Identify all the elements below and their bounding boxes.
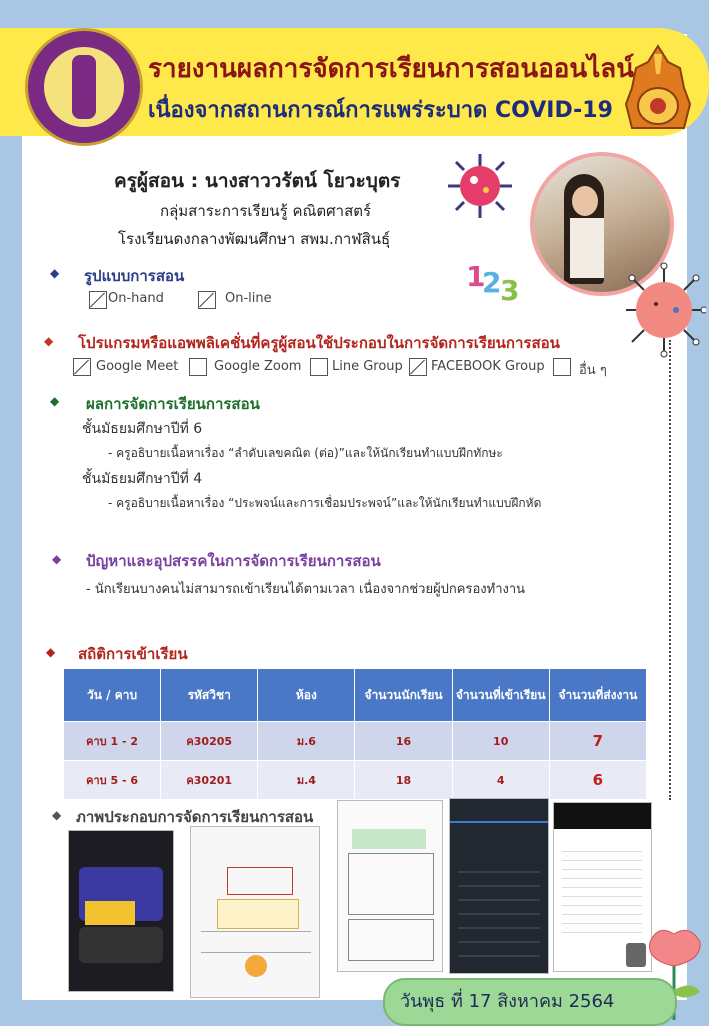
checkbox-google-meet[interactable]: [73, 358, 91, 376]
table-cell: 16: [355, 722, 452, 761]
column-header: จำนวนนักเรียน: [355, 669, 452, 722]
svg-text:3: 3: [500, 274, 520, 304]
screenshot-chat: [68, 830, 174, 992]
bullet-icon: ◆: [52, 808, 62, 822]
virus-icon: [444, 150, 516, 222]
problems-title: ปัญหาและอุปสรรคในการจัดการเรียนการสอน: [86, 552, 381, 570]
education-crest-icon: [624, 44, 692, 136]
problems-detail: - นักเรียนบางคนไม่สามารถเข้าเรียนได้ตามเวลา เนื่องจากช่วยผู้ปกครองทำงาน: [86, 582, 526, 597]
subject-group: กลุ่มสาระการเรียนรู้ คณิตศาสตร์: [160, 202, 372, 220]
table-cell: คาบ 5 - 6: [64, 761, 161, 800]
bullet-icon: ◆: [50, 266, 60, 280]
page-title: รายงานผลการจัดการเรียนการสอนออนไลน์: [148, 54, 634, 84]
table-cell: คาบ 1 - 2: [64, 722, 161, 761]
report-date: วันพุธ ที่ 17 สิงหาคม 2564: [400, 991, 615, 1012]
checkbox-line-group[interactable]: [310, 358, 328, 376]
grade4-label: ชั้นมัธยมศึกษาปีที่ 4: [82, 471, 203, 487]
checkbox-facebook-group[interactable]: [409, 358, 427, 376]
checkbox-label: On-line: [225, 291, 272, 306]
screenshot-worksheet: [190, 826, 320, 998]
checkbox-on-hand[interactable]: [89, 291, 107, 309]
checkbox-label: อื่น ๆ: [579, 363, 607, 378]
column-header: จำนวนที่เข้าเรียน: [452, 669, 549, 722]
bullet-icon: ◆: [50, 394, 60, 408]
bullet-icon: ◆: [44, 334, 54, 348]
dotted-divider: [669, 340, 671, 800]
table-cell: ค30201: [161, 761, 258, 800]
table-cell: ม.6: [258, 722, 355, 761]
grade6-detail: - ครูอธิบายเนื้อหาเรื่อง “ลำดับเลขคณิต (ต่อ)”และให้นักเรียนทำแบบฝึกทักษะ: [108, 446, 503, 460]
column-header: วัน / คาบ: [64, 669, 161, 722]
attendance-title: สถิติการเข้าเรียน: [78, 645, 188, 663]
checkbox-label: Google Meet: [96, 359, 179, 374]
checkbox-label: Line Group: [332, 359, 403, 374]
school-name: โรงเรียนดงกลางพัฒนศึกษา สพม.กาฬสินธุ์: [118, 230, 391, 248]
results-title: ผลการจัดการเรียนการสอน: [86, 395, 260, 413]
column-header: รหัสวิชา: [161, 669, 258, 722]
gallery-title: ภาพประกอบการจัดการเรียนการสอน: [76, 808, 314, 826]
screenshot-document: [553, 802, 652, 972]
table-cell: ค30205: [161, 722, 258, 761]
table-cell: 7: [549, 722, 646, 761]
column-header: ห้อง: [258, 669, 355, 722]
attendance-table: [63, 668, 647, 800]
teacher-name: ครูผู้สอน : นางสาววรัตน์ โยวะบุตร: [114, 170, 401, 192]
checkbox-google-zoom[interactable]: [189, 358, 207, 376]
numbers-123-icon: [462, 252, 524, 304]
svg-text:2: 2: [482, 266, 502, 299]
svg-text:1: 1: [466, 260, 486, 293]
table-cell: 18: [355, 761, 452, 800]
checkbox-label: On-hand: [108, 291, 164, 306]
column-header: จำนวนที่ส่งงาน: [549, 669, 646, 722]
table-row: [64, 761, 647, 800]
bullet-icon: ◆: [46, 645, 56, 659]
virus-icon: [622, 262, 706, 358]
apps-title: โปรแกรมหรือแอพพลิเคชั่นที่ครูผู้สอนใช้ประกอบในการจัดการเรียนการสอน: [78, 334, 560, 352]
checkbox-other[interactable]: [553, 358, 571, 376]
grade6-label: ชั้นมัธยมศึกษาปีที่ 6: [82, 421, 203, 437]
screenshot-participants: [449, 798, 549, 974]
teaching-mode-title: รูปแบบการสอน: [84, 267, 185, 285]
checkbox-label: FACEBOOK Group: [431, 359, 545, 374]
screenshot-worksheet: [337, 800, 443, 972]
table-cell: 6: [549, 761, 646, 800]
page-subtitle: เนื่องจากสถานการณ์การแพร่ระบาด COVID-19: [148, 98, 613, 123]
grade4-detail: - ครูอธิบายเนื้อหาเรื่อง “ประพจน์และการเชื่อมประพจน์”และให้นักเรียนทำแบบฝึกหัด: [108, 496, 542, 510]
table-cell: ม.4: [258, 761, 355, 800]
table-cell: 4: [452, 761, 549, 800]
school-seal-icon: [25, 28, 143, 146]
checkbox-label: Google Zoom: [214, 359, 302, 374]
table-cell: 10: [452, 722, 549, 761]
table-row: [64, 722, 647, 761]
bullet-icon: ◆: [52, 552, 62, 566]
checkbox-on-line[interactable]: [198, 291, 216, 309]
